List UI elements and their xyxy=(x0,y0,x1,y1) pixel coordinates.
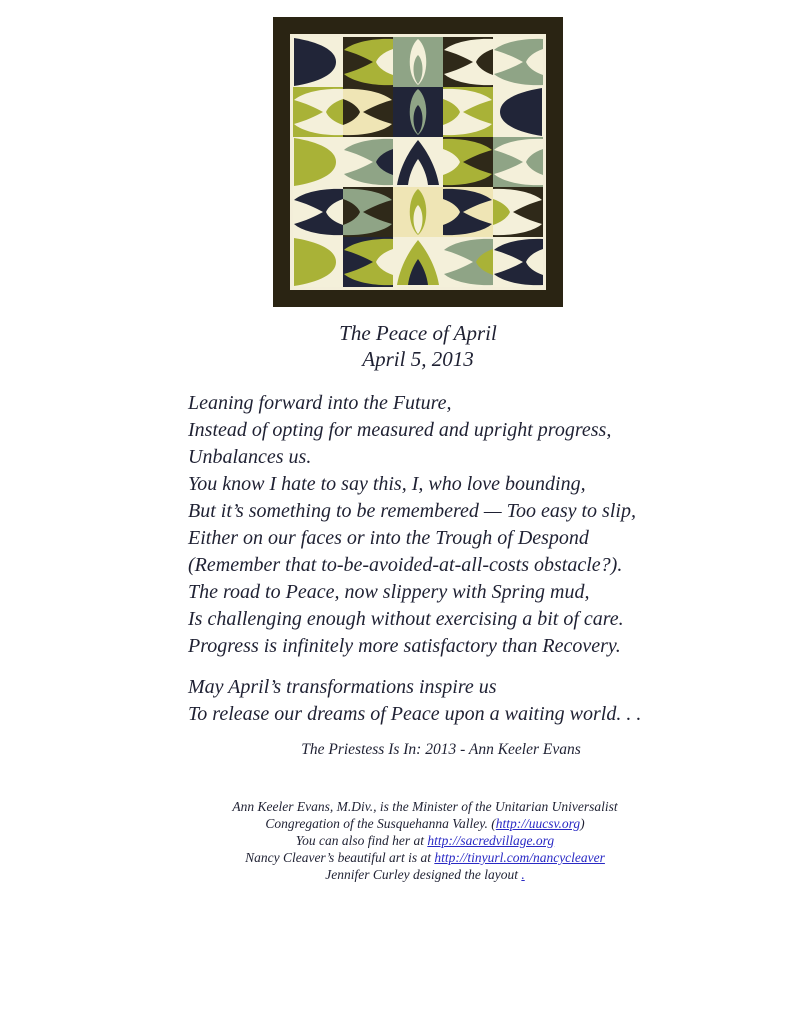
footer-credits xyxy=(232,798,617,883)
nancycleaver-link[interactable]: http://tinyurl.com/nancycleaver xyxy=(434,850,605,865)
poem-line: Leaning forward into the Future, xyxy=(188,392,452,414)
footer-line xyxy=(232,866,617,883)
poem-line: The road to Peace, now slippery with Spring mud, xyxy=(188,581,590,603)
poem-stanza-1 xyxy=(188,390,708,660)
footer-line xyxy=(232,832,617,849)
poem-line: Unbalances us. xyxy=(188,446,312,468)
footer-text: You can also find her at xyxy=(295,833,428,848)
poem xyxy=(188,390,708,728)
poem-line: (Remember that to-be-avoided-at-all-costs obstacle?). xyxy=(188,554,623,576)
layout-period-link[interactable]: . xyxy=(521,867,525,882)
quilt-svg xyxy=(293,37,543,287)
footer-line xyxy=(232,815,617,832)
footer-line xyxy=(232,849,617,866)
uucsv-link[interactable]: http://uucsv.org xyxy=(495,816,581,831)
poem-line: You know I hate to say this, I, who love bounding, xyxy=(188,473,586,495)
footer-text: Congregation of the Susquehanna Valley. ( xyxy=(265,816,496,831)
footer-text: Nancy Cleaver’s beautiful art is at xyxy=(245,850,435,865)
poem-line: Is challenging enough without exercising a bit of care. xyxy=(188,608,624,630)
quilt-artwork xyxy=(273,17,563,307)
sacredvillage-link[interactable]: http://sacredvillage.org xyxy=(427,833,555,848)
footer-text: Ann Keeler Evans, M.Div., is the Minister of the Unitarian Universalist xyxy=(232,799,618,814)
footer-text: ) xyxy=(580,816,585,831)
quilt-mat xyxy=(290,34,546,290)
footer-text: Jennifer Curley designed the layout xyxy=(325,867,522,882)
poem-line: Instead of opting for measured and upright progress, xyxy=(188,419,612,441)
poster-date: April 5, 2013 xyxy=(362,347,474,371)
title-block xyxy=(273,320,563,372)
footer-line xyxy=(232,798,617,815)
byline: The Priestess Is In: 2013 - Ann Keeler Evans xyxy=(301,741,581,758)
poster-title: The Peace of April xyxy=(339,321,497,345)
poem-stanza-2 xyxy=(188,674,708,728)
poem-line: May April’s transformations inspire us xyxy=(188,676,497,698)
poem-line: To release our dreams of Peace upon a waiting world. . . xyxy=(188,703,642,725)
poem-line: Either on our faces or into the Trough of Despond xyxy=(188,527,589,549)
poem-line: But it’s something to be remembered — Too easy to slip, xyxy=(188,500,636,522)
poem-line: Progress is infinitely more satisfactory than Recovery. xyxy=(188,635,621,657)
